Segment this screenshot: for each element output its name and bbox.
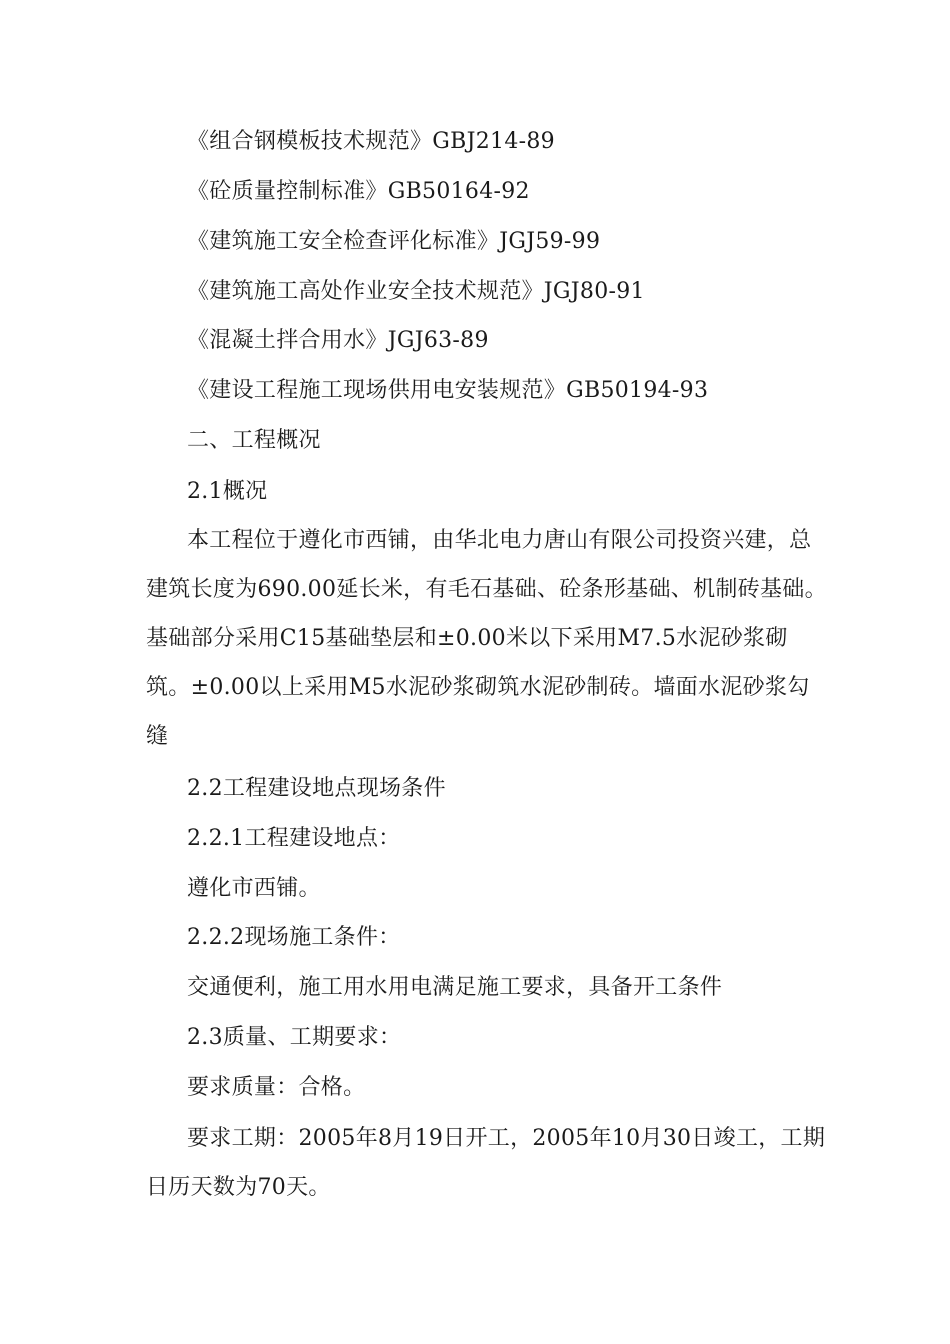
paragraph-line: 要求工期：2005年8月19日开工，2005年10月30日竣工，工期: [187, 1126, 826, 1151]
paragraph-line: 遵化市西铺。: [187, 876, 321, 901]
subsection-heading: 2.1概况: [187, 479, 268, 504]
reference-item: 《混凝土拌合用水》JGJ63-89: [187, 328, 489, 353]
reference-item: 《建设工程施工现场供用电安装规范》GB50194-93: [187, 378, 709, 403]
paragraph-line: 建筑长度为690.00延长米，有毛石基础、砼条形基础、机制砖基础。: [146, 577, 827, 602]
reference-item: 《组合钢模板技术规范》GBJ214-89: [187, 129, 555, 154]
reference-item: 《建筑施工安全检查评化标准》JGJ59-99: [187, 229, 601, 254]
paragraph-line: 基础部分采用C15基础垫层和±0.00米以下采用M7.5水泥砂浆砌: [146, 626, 788, 651]
section-heading: 二、工程概况: [187, 428, 321, 453]
paragraph-line: 交通便利，施工用水用电满足施工要求，具备开工条件: [187, 975, 723, 1000]
paragraph-line: 日历天数为70天。: [146, 1175, 331, 1200]
reference-item: 《砼质量控制标准》GB50164-92: [187, 179, 530, 204]
reference-item: 《建筑施工高处作业安全技术规范》JGJ80-91: [187, 279, 645, 304]
paragraph-line: 缝: [146, 724, 169, 749]
paragraph-line: 筑。±0.00以上采用M5水泥砂浆砌筑水泥砂制砖。墙面水泥砂浆勾: [146, 675, 810, 700]
paragraph-line: 要求质量：合格。: [187, 1075, 366, 1100]
subsection-heading: 2.2.2现场施工条件：: [187, 925, 401, 950]
subsection-heading: 2.2工程建设地点现场条件: [187, 776, 446, 801]
subsection-heading: 2.2.1工程建设地点：: [187, 826, 401, 851]
subsection-heading: 2.3质量、工期要求：: [187, 1025, 402, 1050]
paragraph-line: 本工程位于遵化市西铺，由华北电力唐山有限公司投资兴建，总: [187, 528, 812, 553]
